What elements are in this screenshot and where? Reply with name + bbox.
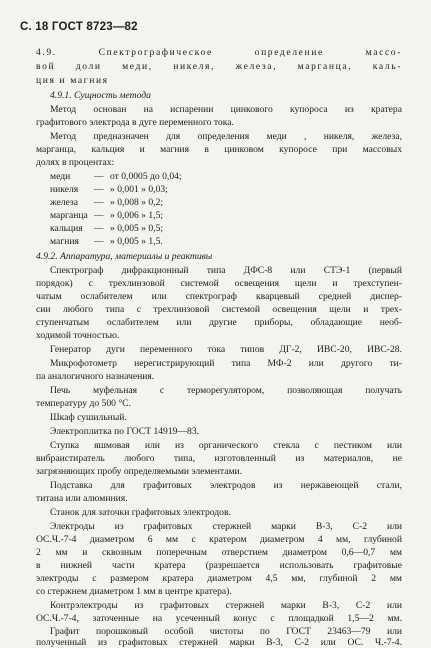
body-line: порядок) с трехлинзовой системой освещения щели и трехступен- [36,278,402,289]
range-dash: — [94,197,104,208]
body-line: со стержнем диаметром 1 мм в центре кратера). [36,586,232,597]
page-header: С. 18 ГОСТ 8723—82 [20,21,138,33]
paragraph-line: графитового электрода в дуге переменного тока. [36,117,234,128]
range-value: » 0,006 » 1,5; [110,210,164,221]
element-name: железа [50,197,78,208]
body-line: загрязняющих пробу определяемыми элементами. [36,466,243,477]
range-value: от 0,0005 до 0,04; [110,171,182,182]
subsection-heading-apparatus: 4.9.2. Аппаратура, материалы и реактивы [36,251,213,262]
body-line: 2 мм и сквозным поперечным отверстием диаметром 0,6—0,7 мм [36,547,402,558]
range-dash: — [94,236,104,247]
body-line: Подставка для графитовых электродов из нержавеющей стали, [50,480,402,491]
body-line: ступенчатым ослабителем или другие приборы, обладающие необ- [36,317,402,328]
body-line: ходимой точностью. [36,330,120,341]
subsection-heading-essence: 4.9.1. Сущность метода [50,90,151,101]
body-line: ОС.Ч.-7-4 диаметром 6 мм с кратером диаметром 4 мм, глубиной [36,534,402,545]
range-value: » 0,005 » 1,5. [110,236,163,247]
range-dash: — [94,223,104,234]
range-value: » 0,008 » 0,2; [110,197,164,208]
element-name: кальция [50,223,83,234]
paragraph-line: Метод основан на испарении цинкового купороса из кратера [50,104,402,115]
paragraph-line: долях в процентах: [36,157,115,168]
range-row-iron [50,198,163,208]
body-line: полученный из графитовых стержней марки В-3, С-2 или ОС. Ч.-7-4. [36,637,402,648]
body-line: электроды с размером кратера диаметром 4,5 мм, глубиной 2 мм [36,573,402,584]
body-line: Спектрограф дифракционный типа ДФС-8 или СТЭ-1 (первый [50,265,402,276]
paragraph-line: марганца, кальция и магния в цинковом купоросе при массовых [36,144,402,155]
element-name: никеля [50,184,79,195]
body-line: титана или алюминия. [36,493,128,504]
paragraph-line: Метод предназначен для определения меди , никеля, железа, [50,131,402,142]
body-line: Электроплитка по ГОСТ 14919—83. [50,426,200,437]
body-line: Генератор дуги переменного тока типов ДГ-2, ИВС-20, ИВС-28. [50,344,402,355]
section-title-line-2: вой доли меди, никеля, железа, марганца, каль- [36,61,402,72]
body-line: вибраистиратель любого типа, изготовленный из материалов, не [36,453,402,464]
body-line: Ступка яшмовая или из органического стекла с пестиком или [50,440,402,451]
element-name: меди [50,171,71,182]
body-line: Станок для заточки графитовых электродов. [50,507,231,518]
body-line: Шкаф сушильный. [50,412,127,423]
element-name: магния [50,236,79,247]
range-row-manganese [50,211,163,221]
range-dash: — [94,171,104,182]
body-line: па аналогичного назначения. [36,371,155,382]
body-line: Электроды из графитовых стержней марки В-3, С-2 или [50,521,402,532]
section-title-line-3: ция и магния [36,75,109,86]
range-dash: — [94,184,104,195]
body-line: Микрофотометр нерегистрирующий типа МФ-2 или другого ти- [50,358,402,369]
body-line: температуру до 500 °С. [36,398,131,409]
body-line: в нижней части кратера (разрешается использовать графитовые [36,560,402,571]
body-line: сии любого типа с трехлинзовой системой освещения щели и трех- [36,304,402,315]
range-value: » 0,005 » 0,5; [110,223,164,234]
range-row-magnesium [50,237,163,247]
body-line: чатым ослабителем или спектрограф кварцевый средней диспер- [36,291,402,302]
body-line: ОС.Ч.-7-4, заточенные на усеченный конус с площадкой 1,5—2 мм. [36,613,402,624]
body-line: Печь муфельная с терморегулятором, позволяющая получать [50,385,402,396]
section-title-line-1: 4.9. Спектрографическое определение массо- [36,47,402,58]
body-line: Контрэлектроды из графитовых стержней марки В-3, С-2 или [50,600,402,611]
range-dash: — [94,210,104,221]
range-row-copper [50,172,182,182]
body-line: Графит порошковый особой чистоты по ГОСТ 23463—79 или [50,626,402,637]
range-value: » 0,001 » 0,03; [110,184,168,195]
element-name: марганца [50,210,88,221]
range-row-calcium [50,224,163,234]
range-row-nickel [50,185,168,195]
